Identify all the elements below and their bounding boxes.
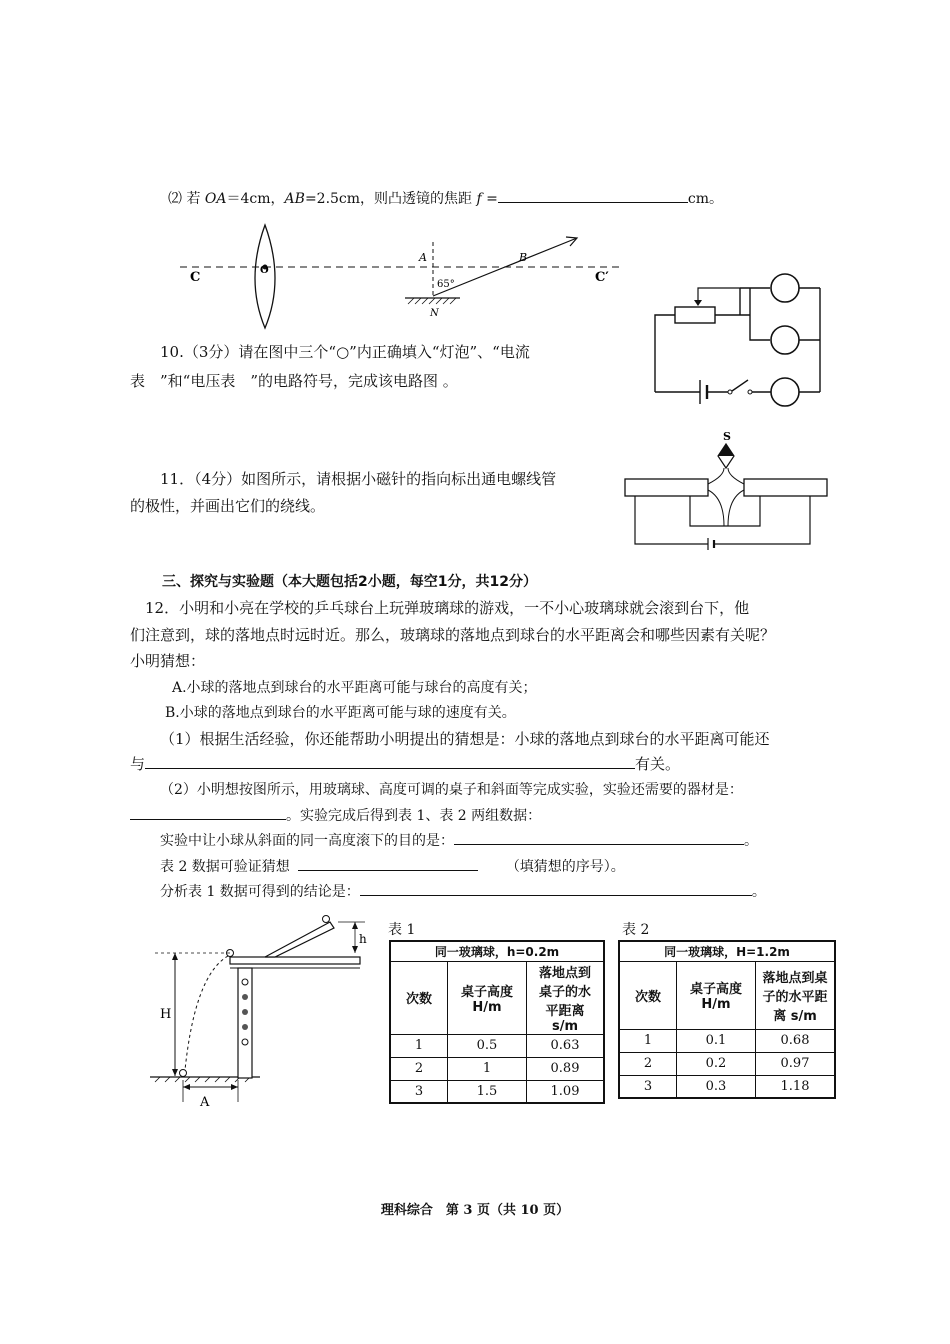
solenoid-diagram xyxy=(620,428,835,556)
purpose-line xyxy=(160,830,758,851)
table-row xyxy=(390,1034,604,1057)
f-eq: = xyxy=(481,191,498,207)
sub1-prefix: 与 xyxy=(130,755,146,773)
purpose-prefix: 实验中让小球从斜面的同一高度滚下的目的是： xyxy=(160,833,454,849)
sub1-line1: （1）根据生活经验，你还能帮助小明提出的猜想是：小球的落地点到球台的水平距离可能还 xyxy=(160,730,770,748)
solenoid-left xyxy=(625,479,708,496)
oa-label: OA xyxy=(204,191,227,207)
q10-line1: 10.（3分）请在图中三个“○”内正确填入“灯泡”、“电流 xyxy=(160,343,530,361)
table2-header-1: 桌子高度H/m xyxy=(677,961,756,1029)
table2-prefix: 表 2 数据可验证猜想 xyxy=(160,859,290,875)
table2-header-2: 落地点到桌子的水平距离 s/m xyxy=(756,961,836,1029)
lens-diagram xyxy=(170,220,630,335)
table1-cell: 3 xyxy=(390,1080,448,1103)
label-H: H xyxy=(160,1007,172,1022)
table1-cell: 0.63 xyxy=(527,1034,605,1057)
switch-icon xyxy=(732,380,748,391)
table2-guess-line xyxy=(160,856,625,877)
table2 xyxy=(618,940,836,1099)
q9-prefix: ⑵ 若 xyxy=(168,191,205,207)
table-row xyxy=(390,1080,604,1103)
page-footer: 理科综合 第 3 页（共 10 页） xyxy=(380,1203,570,1218)
table-top xyxy=(230,957,360,964)
table2-cell: 3 xyxy=(619,1075,677,1098)
table1-cell: 1.09 xyxy=(527,1080,605,1103)
table1-cell: 0.5 xyxy=(448,1034,527,1057)
slider-arrow-icon xyxy=(694,300,702,306)
section3-heading: 三、探究与实验题（本大题包括2小题，每空1分，共12分） xyxy=(162,574,537,590)
table1-cell: 2 xyxy=(390,1057,448,1080)
purpose-suffix: 。 xyxy=(744,833,758,849)
table1-title: 同一玻璃球，h=0.2m xyxy=(390,941,604,961)
conclusion-line xyxy=(160,881,766,902)
table1-cell: 1.5 xyxy=(448,1080,527,1103)
guess-a: A.小球的落地点到球台的水平距离可能与球台的高度有关； xyxy=(172,680,537,696)
table2-cell: 2 xyxy=(619,1052,677,1075)
table1-cell: 1 xyxy=(390,1034,448,1057)
table1-cell: 0.89 xyxy=(527,1057,605,1080)
q10-line2: 表 ”和“电压表 ”的电路符号，完成该电路图 。 xyxy=(130,372,458,390)
table2-suffix: （填猜想的序号）。 xyxy=(505,859,625,875)
meter-circle-top-icon xyxy=(771,274,799,302)
sub2-line1: （2）小明想按图所示，用玻璃球、高度可调的桌子和斜面等完成实验，实验还需要的器材是： xyxy=(160,782,743,798)
focal-length-blank[interactable] xyxy=(498,188,688,203)
table1-caption: 表 1 xyxy=(388,922,416,938)
table2-caption: 表 2 xyxy=(622,922,650,938)
table2-cell: 0.3 xyxy=(677,1075,756,1098)
guess-b: B.小球的落地点到球台的水平距离可能与球的速度有关。 xyxy=(165,705,516,721)
q9-suffix: cm。 xyxy=(687,191,723,207)
label-n: N xyxy=(430,308,439,319)
table1-cell: 1 xyxy=(448,1057,527,1080)
table2-cell: 0.68 xyxy=(756,1029,836,1052)
table2-cell: 1 xyxy=(619,1029,677,1052)
label-o: O xyxy=(260,265,269,276)
angle-label: 65° xyxy=(437,279,455,290)
purpose-blank[interactable] xyxy=(454,830,744,845)
sub1-line2 xyxy=(130,754,680,774)
table2-guess-blank[interactable] xyxy=(298,856,478,871)
conclusion-blank[interactable] xyxy=(360,881,752,896)
label-b: B xyxy=(519,251,528,264)
label-c: C xyxy=(190,270,201,285)
conclusion-prefix: 分析表 1 数据可得到的结论是： xyxy=(160,884,360,900)
table2-cell: 0.97 xyxy=(756,1052,836,1075)
equipment-blank[interactable] xyxy=(130,805,286,820)
solenoid-right xyxy=(744,479,827,496)
experiment-figure xyxy=(150,910,370,1110)
table-row xyxy=(619,1029,835,1052)
label-c-prime: C′ xyxy=(595,270,609,285)
table2-cell: 0.1 xyxy=(677,1029,756,1052)
incline-ramp xyxy=(265,922,334,957)
table2-header-0: 次数 xyxy=(619,961,677,1029)
sub2-suffix: 。实验完成后得到表 1、表 2 两组数据： xyxy=(286,808,542,824)
meter-circle-bottom-icon xyxy=(771,378,799,406)
label-h: h xyxy=(359,932,367,946)
table-row xyxy=(619,1052,835,1075)
ab-value: =2.5cm，则凸透镜的焦距 xyxy=(304,191,477,207)
magnet-s-label: S xyxy=(723,430,731,443)
convex-lens-shape xyxy=(255,225,275,328)
table2-cell: 0.2 xyxy=(677,1052,756,1075)
label-a: A xyxy=(419,251,427,264)
table1-header-1: 桌子高度H/m xyxy=(448,961,527,1034)
ab-label: AB xyxy=(284,191,305,207)
table1-header-2: 落地点到桌子的水平距离 s/m xyxy=(527,961,605,1034)
q12-line3: 小明猜想： xyxy=(130,652,206,670)
q12-line1: 12．小明和小亮在学校的乒乓球台上玩弹玻璃球的游戏，一不小心玻璃球就会滚到台下，他 xyxy=(145,599,750,617)
table1 xyxy=(389,940,605,1104)
q11-line2: 的极性，并画出它们的绕线。 xyxy=(130,497,326,515)
table2-title: 同一玻璃球，H=1.2m xyxy=(619,941,835,961)
table-row xyxy=(390,1057,604,1080)
circuit-diagram xyxy=(640,270,840,430)
sub2-line2 xyxy=(130,805,541,826)
q12-line2: 们注意到，球的落地点时远时近。那么，玻璃球的落地点到球台的水平距离会和哪些因素有关呢？ xyxy=(130,626,776,644)
table1-header-0: 次数 xyxy=(390,961,448,1034)
q11-line1: 11．（4分）如图所示，请根据小磁针的指向标出通电螺线管 xyxy=(160,470,557,488)
q9-part2-text xyxy=(168,188,723,209)
conclusion-suffix: 。 xyxy=(751,884,766,900)
sub1-guess-blank[interactable] xyxy=(145,754,635,769)
sub1-suffix: 有关。 xyxy=(635,755,681,773)
rheostat-icon xyxy=(675,307,715,323)
label-A: A xyxy=(200,1095,210,1110)
table-row xyxy=(619,1075,835,1098)
meter-circle-middle-icon xyxy=(771,326,799,354)
f-label: f xyxy=(476,191,482,207)
oa-value: ＝4cm， xyxy=(226,191,285,207)
table2-cell: 1.18 xyxy=(756,1075,836,1098)
